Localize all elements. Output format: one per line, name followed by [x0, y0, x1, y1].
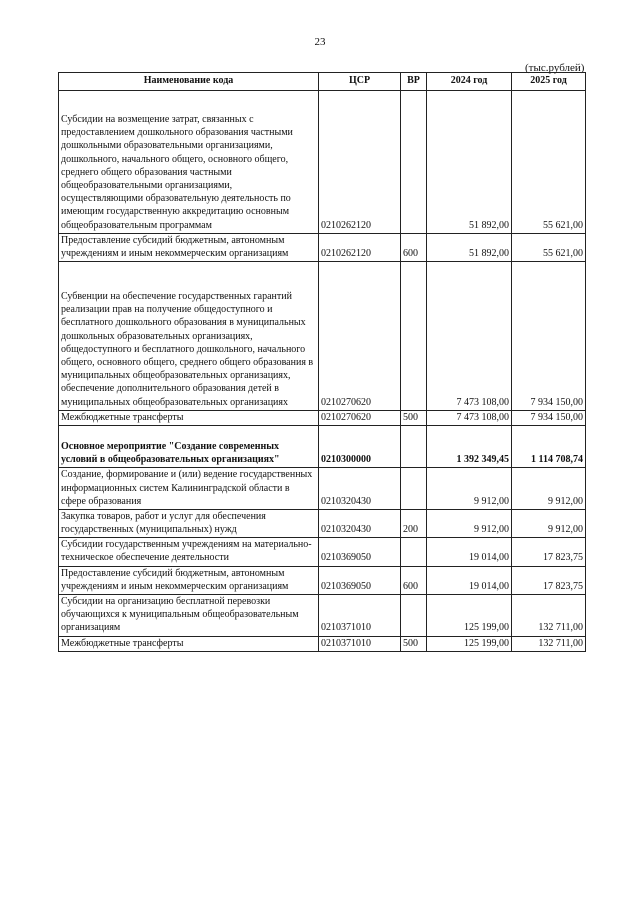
row-vr: 500: [401, 636, 427, 651]
table-row: [59, 468, 586, 510]
row-csr: 0210369050: [319, 566, 401, 594]
row-name: Межбюджетные трансферты: [59, 410, 319, 425]
row-csr: 0210320430: [319, 509, 401, 537]
row-name: Основное мероприятие "Создание современных условий в общеобразовательных организациях": [59, 425, 319, 467]
row-amount-2024: 19 014,00: [427, 566, 512, 594]
row-amount-2024: 19 014,00: [427, 538, 512, 566]
row-vr: [401, 595, 427, 637]
header-vr: ВР: [401, 73, 427, 91]
row-name: Предоставление субсидий бюджетным, автономным учреждениям и иным некоммерческим организациям: [59, 233, 319, 261]
units-label: (тыс.рублей): [525, 62, 585, 74]
row-csr: 0210262120: [319, 233, 401, 261]
header-year-2025: 2025 год: [512, 73, 586, 91]
row-name: Межбюджетные трансферты: [59, 636, 319, 651]
table-row: [59, 262, 586, 411]
row-amount-2024: 51 892,00: [427, 91, 512, 234]
table-row: [59, 410, 586, 425]
row-amount-2025: 9 912,00: [512, 468, 586, 510]
row-csr: 0210371010: [319, 595, 401, 637]
row-name: Субсидии на возмещение затрат, связанных с предоставлением дошкольного образования частными дошкольными образовательными организациями, дошкольного, начального общего, основного общего, среднего общего образования частными общеобразовательными организациями, осуществляющими образовательную деятельность по имеющим государственную аккредитацию основным общеобразовательным программам: [59, 91, 319, 234]
row-amount-2025: 7 934 150,00: [512, 262, 586, 411]
row-amount-2025: 1 114 708,74: [512, 425, 586, 467]
row-amount-2025: 7 934 150,00: [512, 410, 586, 425]
row-vr: [401, 262, 427, 411]
table-body: [59, 91, 586, 652]
row-amount-2025: 17 823,75: [512, 566, 586, 594]
table-row: [59, 425, 586, 467]
row-name: Предоставление субсидий бюджетным, автономным учреждениям и иным некоммерческим организациям: [59, 566, 319, 594]
row-amount-2025: 17 823,75: [512, 538, 586, 566]
row-csr: 0210270620: [319, 410, 401, 425]
row-amount-2024: 125 199,00: [427, 636, 512, 651]
row-name: Создание, формирование и (или) ведение государственных информационных систем Калининградской области в сфере образования: [59, 468, 319, 510]
row-vr: 200: [401, 509, 427, 537]
row-vr: 600: [401, 233, 427, 261]
row-csr: 0210262120: [319, 91, 401, 234]
row-name: Субвенции на обеспечение государственных гарантий реализации прав на получение общедоступного и бесплатного дошкольного образования в муниципальных дошкольных образовательных организациях, общедоступного и бесплатного дошкольного, начального общего, основного общего, среднего общего образования в муниципальных общеобразовательных организациях, обеспечение дополнительного образования детей в муниципальных общеобразовательных организациях: [59, 262, 319, 411]
row-amount-2024: 51 892,00: [427, 233, 512, 261]
row-amount-2024: 1 392 349,45: [427, 425, 512, 467]
row-amount-2024: 7 473 108,00: [427, 410, 512, 425]
row-csr: 0210369050: [319, 538, 401, 566]
row-amount-2024: 125 199,00: [427, 595, 512, 637]
row-csr: 0210371010: [319, 636, 401, 651]
row-vr: [401, 538, 427, 566]
page-number: 23: [314, 36, 326, 48]
table-row: [59, 636, 586, 651]
row-amount-2025: 132 711,00: [512, 636, 586, 651]
row-vr: [401, 425, 427, 467]
row-amount-2024: 9 912,00: [427, 509, 512, 537]
row-vr: 500: [401, 410, 427, 425]
table-row: [59, 509, 586, 537]
row-amount-2024: 7 473 108,00: [427, 262, 512, 411]
row-amount-2024: 9 912,00: [427, 468, 512, 510]
table-row: [59, 91, 586, 234]
row-csr: 0210320430: [319, 468, 401, 510]
header-year-2024: 2024 год: [427, 73, 512, 91]
table-header-row: [59, 73, 586, 91]
row-csr: 0210270620: [319, 262, 401, 411]
row-name: Закупка товаров, работ и услуг для обеспечения государственных (муниципальных) нужд: [59, 509, 319, 537]
budget-table: [58, 72, 586, 652]
row-amount-2025: 55 621,00: [512, 91, 586, 234]
row-name: Субсидии на организацию бесплатной перевозки обучающихся к муниципальным общеобразовательным организациям: [59, 595, 319, 637]
row-csr: 0210300000: [319, 425, 401, 467]
row-amount-2025: 132 711,00: [512, 595, 586, 637]
table-row: [59, 538, 586, 566]
table-row: [59, 595, 586, 637]
table-row: [59, 233, 586, 261]
row-vr: 600: [401, 566, 427, 594]
row-amount-2025: 55 621,00: [512, 233, 586, 261]
header-csr: ЦСР: [319, 73, 401, 91]
row-amount-2025: 9 912,00: [512, 509, 586, 537]
row-vr: [401, 91, 427, 234]
row-name: Субсидии государственным учреждениям на материально-техническое обеспечение деятельности: [59, 538, 319, 566]
table-row: [59, 566, 586, 594]
row-vr: [401, 468, 427, 510]
header-name: Наименование кода: [59, 73, 319, 91]
